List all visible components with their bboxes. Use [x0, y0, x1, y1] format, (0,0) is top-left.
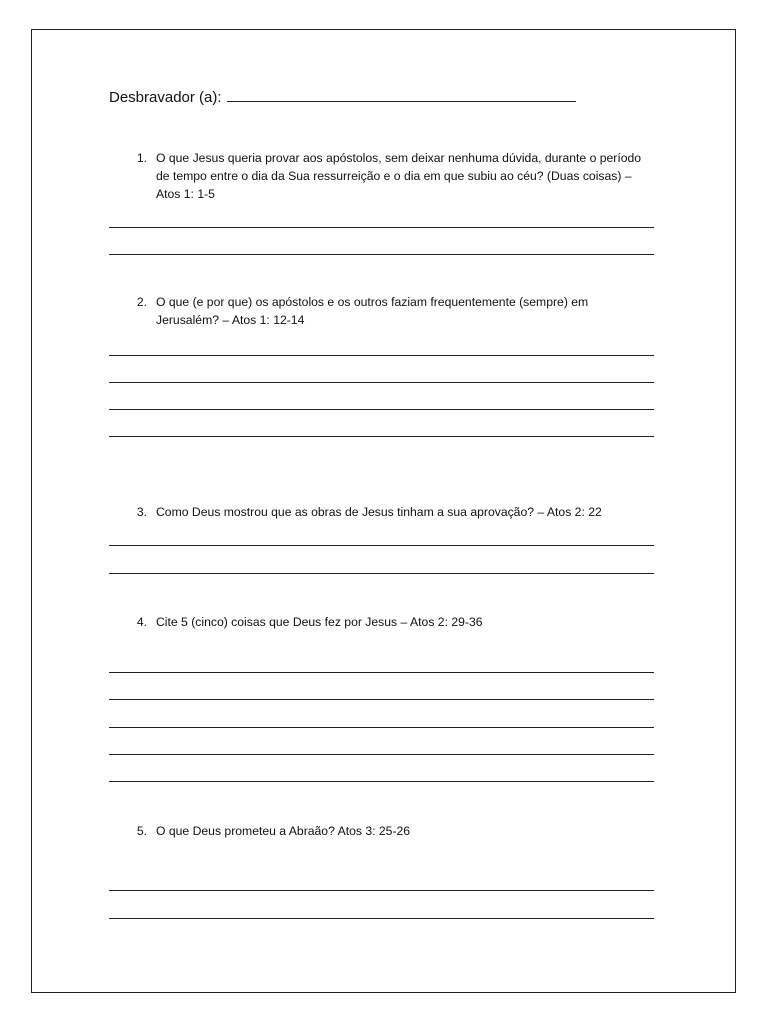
pathfinder-label: Desbravador (a): [109, 89, 222, 106]
answer-line[interactable] [109, 672, 654, 673]
question-number: 4. [136, 615, 147, 629]
question-1 [109, 149, 654, 203]
question-number: 5. [136, 824, 147, 838]
answer-line[interactable] [109, 355, 654, 356]
answer-line[interactable] [109, 727, 654, 728]
answer-line[interactable] [109, 890, 654, 891]
answer-line[interactable] [109, 781, 654, 782]
question-text: Cite 5 (cinco) coisas que Deus fez por Jesus – Atos 2: 29-36 [156, 615, 483, 629]
answer-line[interactable] [109, 227, 654, 228]
question-4 [109, 613, 654, 631]
question-text: O que Deus prometeu a Abraão? Atos 3: 25-26 [156, 824, 411, 838]
pathfinder-name-field[interactable] [227, 87, 576, 102]
answer-line[interactable] [109, 254, 654, 255]
answer-line[interactable] [109, 918, 654, 919]
answer-line[interactable] [109, 409, 654, 410]
question-5 [109, 822, 654, 840]
question-number: 1. [136, 151, 147, 165]
question-3 [109, 503, 654, 521]
answer-line[interactable] [109, 545, 654, 546]
answer-line[interactable] [109, 573, 654, 574]
question-text: O que (e por que) os apóstolos e os outros faziam frequentemente (sempre) em Jerusalém? – Atos 1: 12-14 [156, 295, 589, 327]
question-2 [109, 293, 654, 329]
answer-line[interactable] [109, 754, 654, 755]
pathfinder-name-row [109, 87, 576, 106]
question-number: 2. [136, 295, 147, 309]
question-text: O que Jesus queria provar aos apóstolos, sem deixar nenhuma dúvida, durante o período de tempo entre o dia da Sua ressurreição e o dia em que subiu ao céu? (Duas coisas) – Atos 1: 1-5 [156, 151, 642, 201]
question-number: 3. [136, 505, 147, 519]
answer-line[interactable] [109, 436, 654, 437]
question-text: Como Deus mostrou que as obras de Jesus tinham a sua aprovação? – Atos 2: 22 [156, 505, 602, 519]
answer-line[interactable] [109, 699, 654, 700]
answer-line[interactable] [109, 382, 654, 383]
